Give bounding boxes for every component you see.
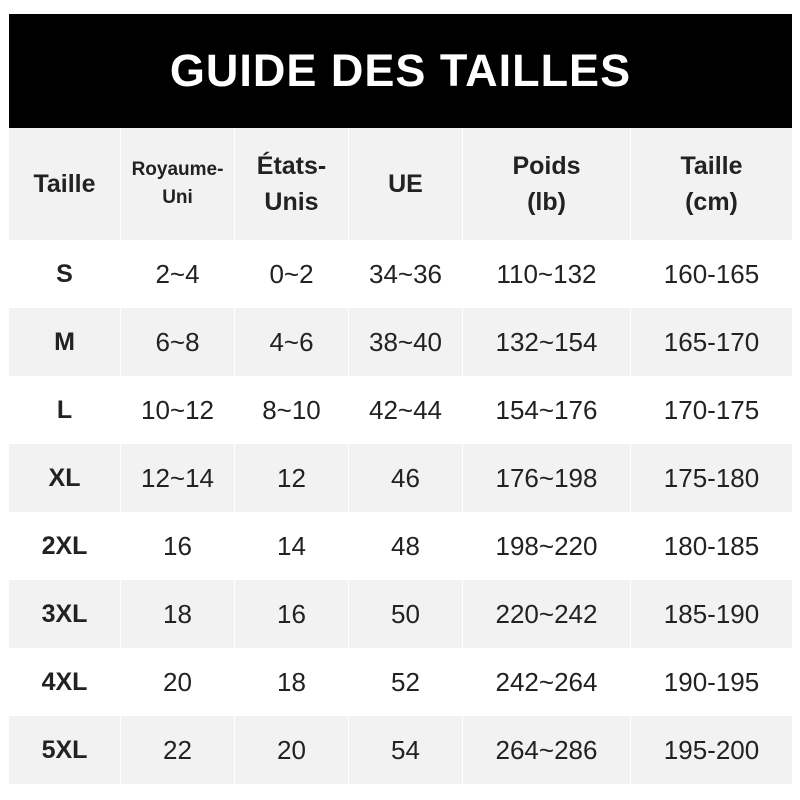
size-cell: L: [9, 376, 121, 444]
size-cell: 3XL: [9, 580, 121, 648]
uk-cell: 10~12: [121, 376, 235, 444]
uk-cell: 16: [121, 512, 235, 580]
uk-cell: 6~8: [121, 308, 235, 376]
us-cell: 0~2: [235, 240, 349, 308]
table-row: [9, 648, 792, 716]
header-height: Taille (cm): [631, 128, 792, 240]
header-size: Taille: [9, 128, 121, 240]
header-weight: Poids (lb): [463, 128, 631, 240]
header-us: États- Unis: [235, 128, 349, 240]
us-cell: 20: [235, 716, 349, 784]
uk-cell: 12~14: [121, 444, 235, 512]
us-cell: 8~10: [235, 376, 349, 444]
size-cell: M: [9, 308, 121, 376]
weight-cell: 220~242: [463, 580, 631, 648]
eu-cell: 48: [349, 512, 463, 580]
table-row: [9, 376, 792, 444]
uk-cell: 20: [121, 648, 235, 716]
us-cell: 14: [235, 512, 349, 580]
weight-cell: 132~154: [463, 308, 631, 376]
table-row: [9, 580, 792, 648]
height-cell: 160-165: [631, 240, 792, 308]
size-cell: S: [9, 240, 121, 308]
height-cell: 180-185: [631, 512, 792, 580]
height-cell: 165-170: [631, 308, 792, 376]
header-uk: Royaume- Uni: [121, 128, 235, 240]
us-cell: 12: [235, 444, 349, 512]
table-row: [9, 308, 792, 376]
height-cell: 175-180: [631, 444, 792, 512]
us-cell: 18: [235, 648, 349, 716]
size-guide-table: [9, 128, 792, 784]
eu-cell: 50: [349, 580, 463, 648]
header-eu: UE: [349, 128, 463, 240]
table-row: [9, 444, 792, 512]
height-cell: 185-190: [631, 580, 792, 648]
size-cell: XL: [9, 444, 121, 512]
eu-cell: 54: [349, 716, 463, 784]
us-cell: 16: [235, 580, 349, 648]
height-cell: 170-175: [631, 376, 792, 444]
weight-cell: 198~220: [463, 512, 631, 580]
uk-cell: 18: [121, 580, 235, 648]
table-row: [9, 240, 792, 308]
size-cell: 2XL: [9, 512, 121, 580]
height-cell: 190-195: [631, 648, 792, 716]
eu-cell: 46: [349, 444, 463, 512]
size-cell: 5XL: [9, 716, 121, 784]
eu-cell: 38~40: [349, 308, 463, 376]
weight-cell: 242~264: [463, 648, 631, 716]
page-title: GUIDE DES TAILLES: [9, 14, 792, 128]
table-row: [9, 512, 792, 580]
us-cell: 4~6: [235, 308, 349, 376]
weight-cell: 110~132: [463, 240, 631, 308]
table-header-row: [9, 128, 792, 240]
size-cell: 4XL: [9, 648, 121, 716]
weight-cell: 264~286: [463, 716, 631, 784]
height-cell: 195-200: [631, 716, 792, 784]
weight-cell: 176~198: [463, 444, 631, 512]
eu-cell: 42~44: [349, 376, 463, 444]
eu-cell: 52: [349, 648, 463, 716]
eu-cell: 34~36: [349, 240, 463, 308]
weight-cell: 154~176: [463, 376, 631, 444]
table-row: [9, 716, 792, 784]
uk-cell: 2~4: [121, 240, 235, 308]
uk-cell: 22: [121, 716, 235, 784]
